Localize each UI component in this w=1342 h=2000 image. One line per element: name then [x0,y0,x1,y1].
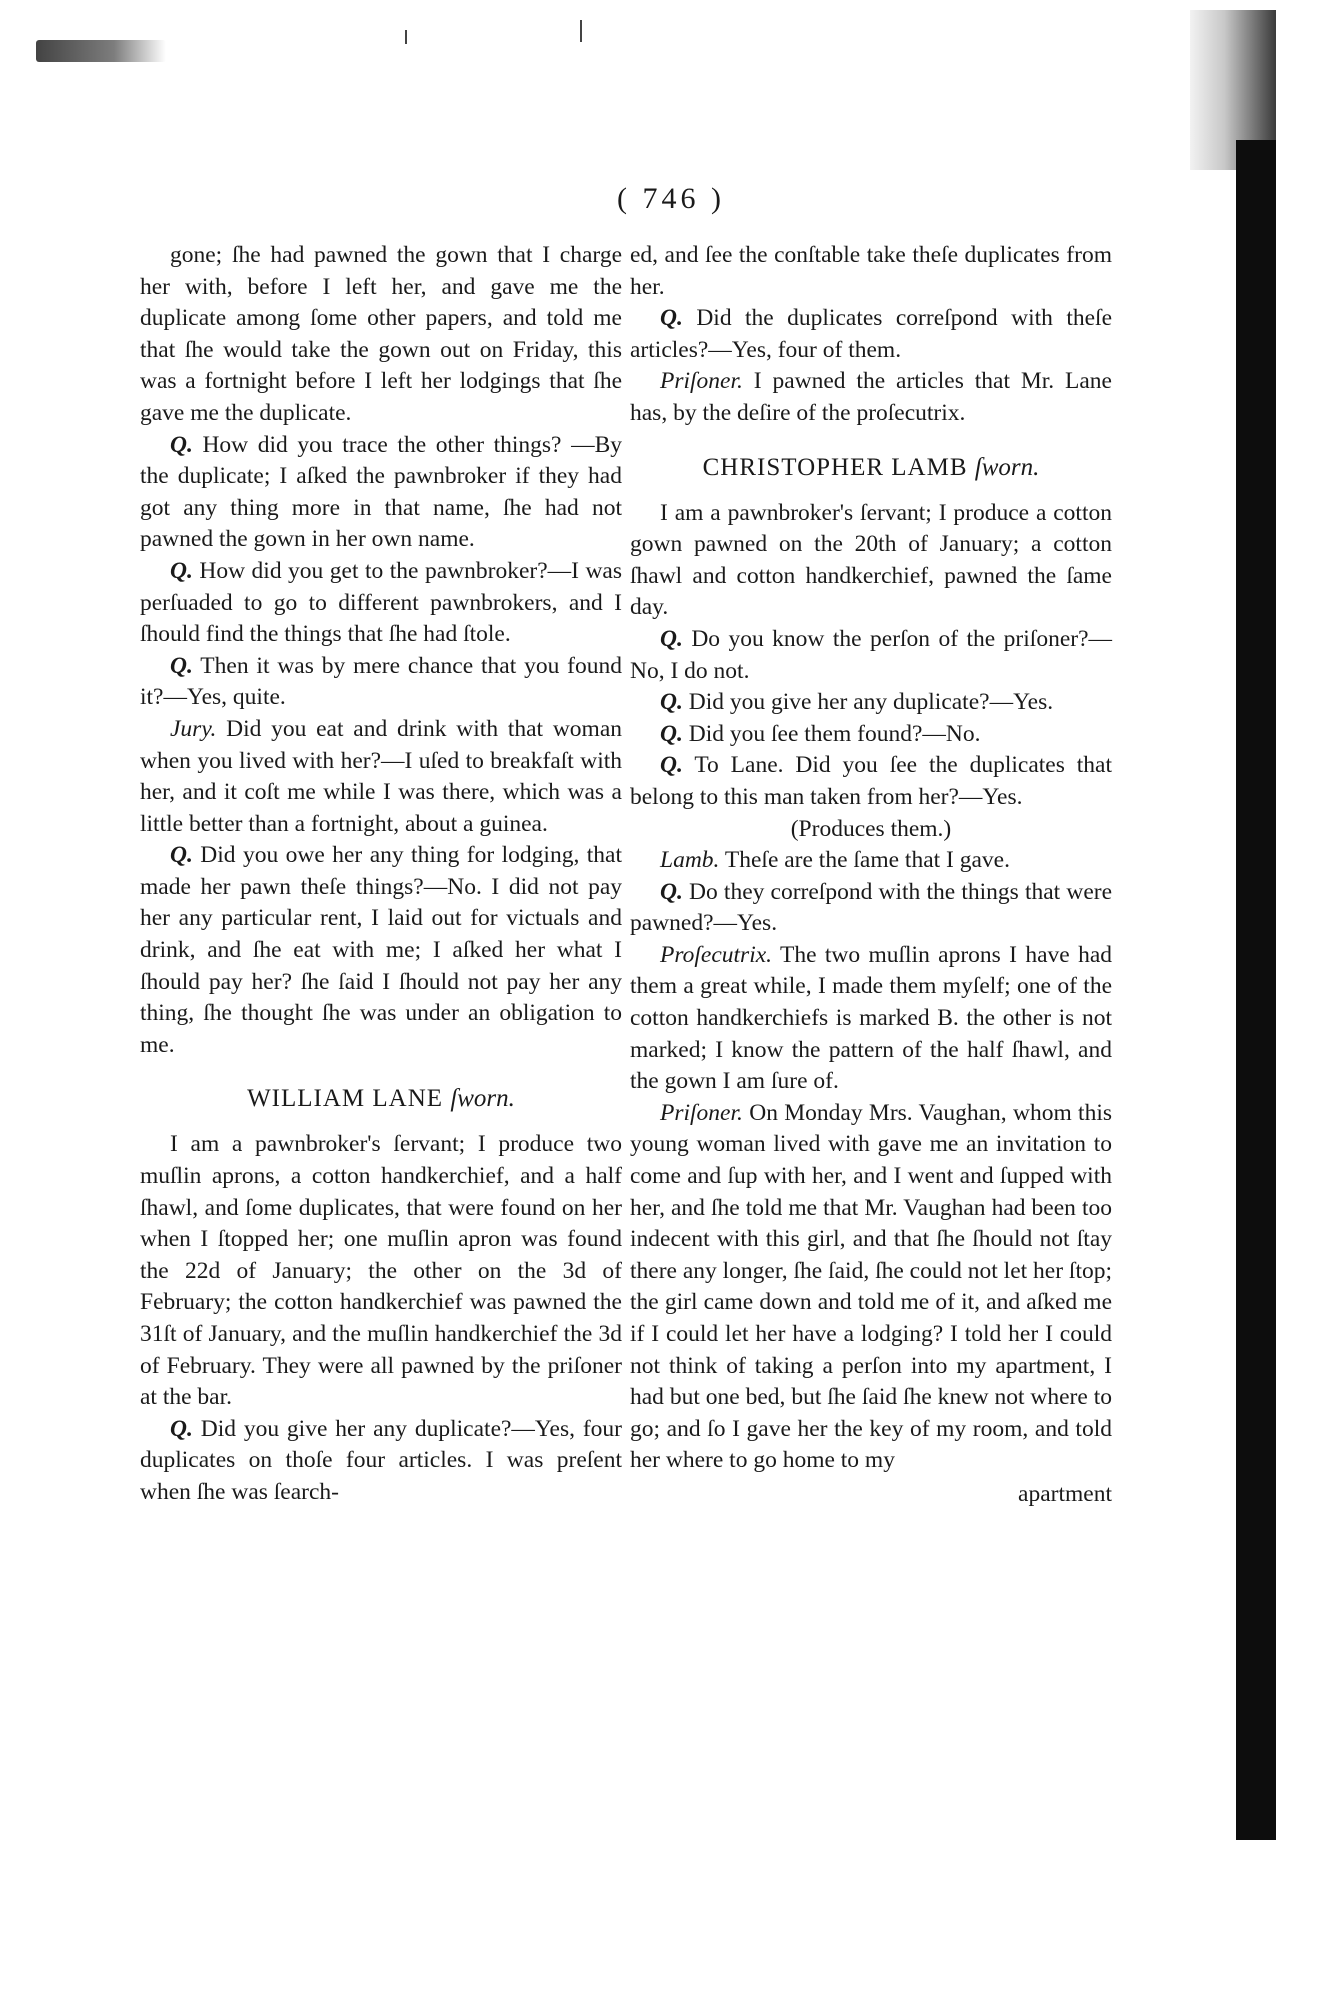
paragraph [630,498,1112,624]
paragraph [140,714,622,840]
speaker-label: Priſoner. [660,368,743,395]
witness-name: CHRISTOPHER LAMB [702,453,968,481]
speaker-label: Q. [170,557,193,584]
paragraph-text: I am a pawnbroker's ſervant; I produce a cotton gown pawned on the 20th of January; a cotton ſhawl and cotton handkerchief, pawned the ſame day. [630,499,1112,621]
paragraph [140,1129,622,1413]
paragraph-text: Theſe are the ſame that I gave. [724,847,1010,874]
speaker-label: Jury. [170,715,217,742]
paragraph-text: Then it was by mere chance that you found it?—Yes, quite. [140,652,622,711]
speaker-label: Q. [170,652,193,679]
paragraph-text: Did you ſee them found?—No. [688,720,981,747]
paragraph-text: Do they correſpond with the things that were pawned?—Yes. [630,878,1113,937]
paragraph-text: I pawned the articles that Mr. Lane has, by the deſire of the proſecutrix. [630,368,1112,426]
page-number: ( 746 ) [617,182,725,215]
paragraph-text: Did you give her any duplicate?—Yes. [688,689,1054,716]
paragraph [630,719,1112,751]
right-column [630,240,1112,1511]
paragraph [140,240,622,430]
paragraph [630,303,1112,366]
paragraph [630,845,1112,877]
speaker-label: Q. [660,625,683,652]
speaker-label: Lamb. [660,847,720,874]
paragraph-text: gone; ſhe had pawned the gown that I charge her with, before I left her, and gave me the duplicate among ſome other papers, and told me that ſhe would take the gown out on Friday, this was a fortnight before I left her lodgings that ſhe gave me the duplicate. [140,242,622,426]
paragraph [140,840,622,1061]
paragraph-text: The two muſlin aprons I have had them a great while, I made them myſelf; one of the cotton handkerchiefs is marked B. the other is not marked; I know the pattern of the half ſhawl, and the gown I am ſure of. [630,941,1113,1095]
paragraph-text: Did you give her any duplicate?—Yes, four duplicates on thoſe four articles. I was preſent when ſhe was ſearch- [140,1415,622,1505]
speaker-label: Proſecutrix. [660,941,773,968]
witness-heading [630,452,1112,484]
paragraph-text: Did you owe her any thing for lodging, that made her pawn theſe things?—No. I did not pay her any particular rent, I laid out for victuals and drink, and ſhe eat with me; I aſked her what I ſhould pay her? ſhe ſaid I ſhould not pay her any thing, ſhe thought ſhe was under an obligation to me. [140,842,622,1058]
sworn-label: ſworn. [450,1085,515,1113]
paragraph [630,750,1112,813]
speaker-label: Q. [660,752,683,779]
paragraph [630,1098,1112,1477]
crop-mark [405,30,407,44]
paragraph [630,624,1112,687]
witness-name: WILLIAM LANE [247,1085,444,1113]
paragraph [630,366,1112,429]
witness-heading [140,1083,622,1115]
paragraph-text: Did you eat and drink with that woman when you lived with her?—I uſed to breakfaſt with her, and it coſt me while I was there, which was a little better than a fortnight, about a guinea. [140,715,623,837]
catchword [630,1479,1112,1511]
paragraph-text: How did you trace the other things? —By the duplicate; I aſked the pawnbroker if they had got any thing more in that name, ſhe had not pawned the gown in her own name. [140,431,623,553]
speaker-label: Q. [660,878,683,905]
paragraph-text: How did you get to the pawnbroker?—I was perſuaded to go to different pawnbrokers, and I ſhould find the things that ſhe had ſtole. [140,557,622,648]
paragraph-text: Do you know the perſon of the priſoner?—No, I do not. [630,625,1112,684]
speaker-label: Q. [660,720,683,747]
paragraph [630,877,1112,940]
speaker-label: Q. [170,842,193,869]
paragraph-text: On Monday Mrs. Vaughan, whom this young woman lived with gave me an invitation to come and ſup with her, and I went and ſupped with her, and ſhe told me that Mr. Vaughan had been too indecent with this girl, and that ſhe ſhould not ſtay there any longer, ſhe ſaid, ſhe could not let her ſtop; the girl came down and told me of it, and aſked me if I could let her have a lodging? I told her I could not think of taking a perſon into my apartment, I had but one bed, but ſhe ſaid ſhe knew not where to go; and ſo I gave her the key of my room, and told her where to go home to my [630,1099,1113,1474]
speaker-label: Q. [660,689,683,716]
paragraph [630,940,1112,1098]
speaker-label: Q. [170,1415,193,1442]
paragraph-text: I am a pawnbroker's ſervant; I produce two muſlin aprons, a cotton handkerchief, and a half ſhawl, and ſome duplicates, that were found on her when I ſtopped her; one muſlin apron was found the 22d of January; the other on the 3d of February; the cotton handkerchief was pawned the 31ſt of January, and the muſlin handkerchief the 3d of February. They were all pawned by the priſoner at the bar. [140,1131,622,1411]
paragraph [140,651,622,714]
paragraph [140,430,622,556]
paragraph-text: To Lane. Did you ſee the duplicates that belong to this man taken from her?—Yes. [630,752,1112,810]
left-column [140,240,622,1509]
paragraph [630,687,1112,719]
speaker-label: Q. [170,431,193,458]
paragraph-text: (Produces them.) [790,815,952,842]
speaker-label: Q. [660,305,683,332]
paragraph [630,814,1112,846]
crop-mark [580,20,582,42]
paragraph-text: apartment [1018,1480,1112,1507]
paragraph-text: Did the duplicates correſpond with theſe articles?—Yes, four of them. [630,305,1112,363]
paragraph [140,1414,622,1509]
speaker-label: Priſoner. [660,1099,743,1126]
scan-smudge [36,40,166,62]
sworn-label: ſworn. [974,453,1040,481]
binding-edge [1236,140,1276,1840]
paragraph-text: ed, and ſee the conſtable take theſe duplicates from her. [630,242,1112,300]
paragraph [630,240,1112,303]
paragraph [140,556,622,651]
